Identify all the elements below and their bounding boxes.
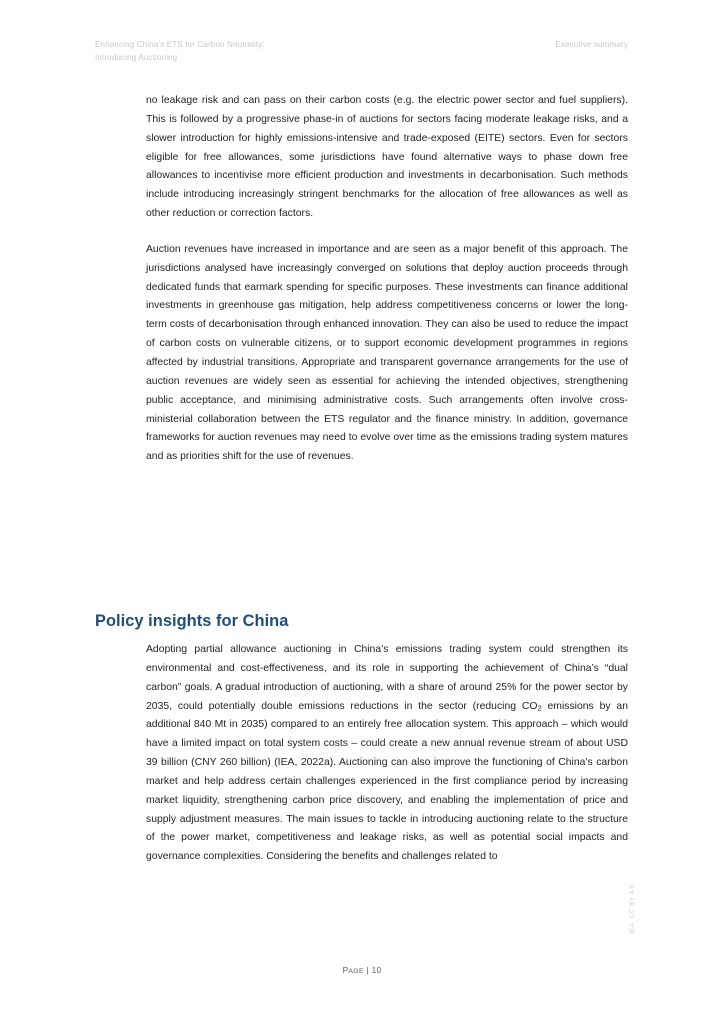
running-header-title-line1: Enhancing China’s ETS for Carbon Neutrality:: [95, 40, 265, 49]
running-header: [95, 39, 628, 64]
body-content-lower: [146, 641, 628, 867]
body-paragraph-2: Auction revenues have increased in importance and are seen as a major benefit of this approach. The jurisdictions analysed have increasingly converged on solutions that deploy auction proceeds through dedicated funds that earmark spending for specific purposes. These investments can finance additional investments in greenhouse gas mitigation, help address competitiveness concerns or lower the long-term costs of decarbonisation through enhanced innovation. They can also be used to reduce the impact of carbon costs on vulnerable citizens, or to support economic development programmes in regions affected by industrial transitions. Appropriate and transparent governance arrangements for the use of auction revenues are widely seen as essential for achieving the intended objectives, strengthening public acceptance, and minimising administrative costs. Such arrangements often involve cross-ministerial collaboration between the ETS regulator and the finance ministry. In addition, governance frameworks for auction revenues may need to evolve over time as the emissions trading system matures and as priorities shift for the use of revenues.: [146, 243, 628, 463]
body-paragraph-1: no leakage risk and can pass on their carbon costs (e.g. the electric power sector and fuel suppliers). This is followed by a progressive phase-in of auctions for sectors facing moderate leakage risks, and a slower introduction for highly emissions-intensive and trade-exposed (EITE) sectors. Even for sectors eligible for free allowances, some jurisdictions have found alternative ways to phase down free allowances to incentivise more efficient production and investments in decarbonisation. Such methods include introducing increasingly stringent benchmarks for the allocation of free allowances as well as other reduction or correction factors.: [146, 95, 628, 220]
co2-subscript: 2: [537, 703, 542, 713]
side-credit-license: IEA. CC BY 4.0: [629, 884, 636, 934]
page-footer: [0, 965, 724, 977]
body-content-upper: [146, 92, 628, 467]
section-paragraph-1-part1: Adopting partial allowance auctioning in China’s emissions trading system could strengthen its environmental and cost-effectiveness, and its role in supporting the achievement of China’s “dual carbon” goals. A gradual introduction of auctioning, with a share of around 25% for the power sector by 2035, could potentially double emissions reductions in the sector (reducing CO: [146, 644, 628, 712]
footer-page-label-smallcaps: AGE: [348, 968, 364, 975]
section-paragraph-1: [146, 641, 628, 867]
footer-page-label: P: [342, 966, 349, 975]
running-header-title-line2: Introducing Auctioning: [95, 52, 178, 62]
footer-page-number: 10: [371, 966, 382, 975]
running-header-title: [95, 39, 265, 64]
section-paragraph-1-part2: emissions by an additional 840 Mt in 2035) compared to an entirely free allocation system. This approach – which would have a limited impact on total system costs – could create a new annual revenue stream of about USD 39 billion (CNY 260 billion) (IEA, 2022a). Auctioning can also improve the functioning of China’s carbon market and help address certain challenges experienced in the first compliance period by increasing market liquidity, strengthening carbon price discovery, and enabling the implementation of price and supply adjustment measures. The main issues to tackle in introducing auctioning relate to the structure of the power market, competitiveness and leakage risks, as well as potential social impacts and governance complexities. Considering the benefits and challenges related to: [146, 700, 628, 863]
section-heading-policy-insights: Policy insights for China: [95, 612, 289, 630]
running-header-section-label: Executive summary: [555, 40, 628, 49]
footer-separator: |: [363, 966, 372, 975]
